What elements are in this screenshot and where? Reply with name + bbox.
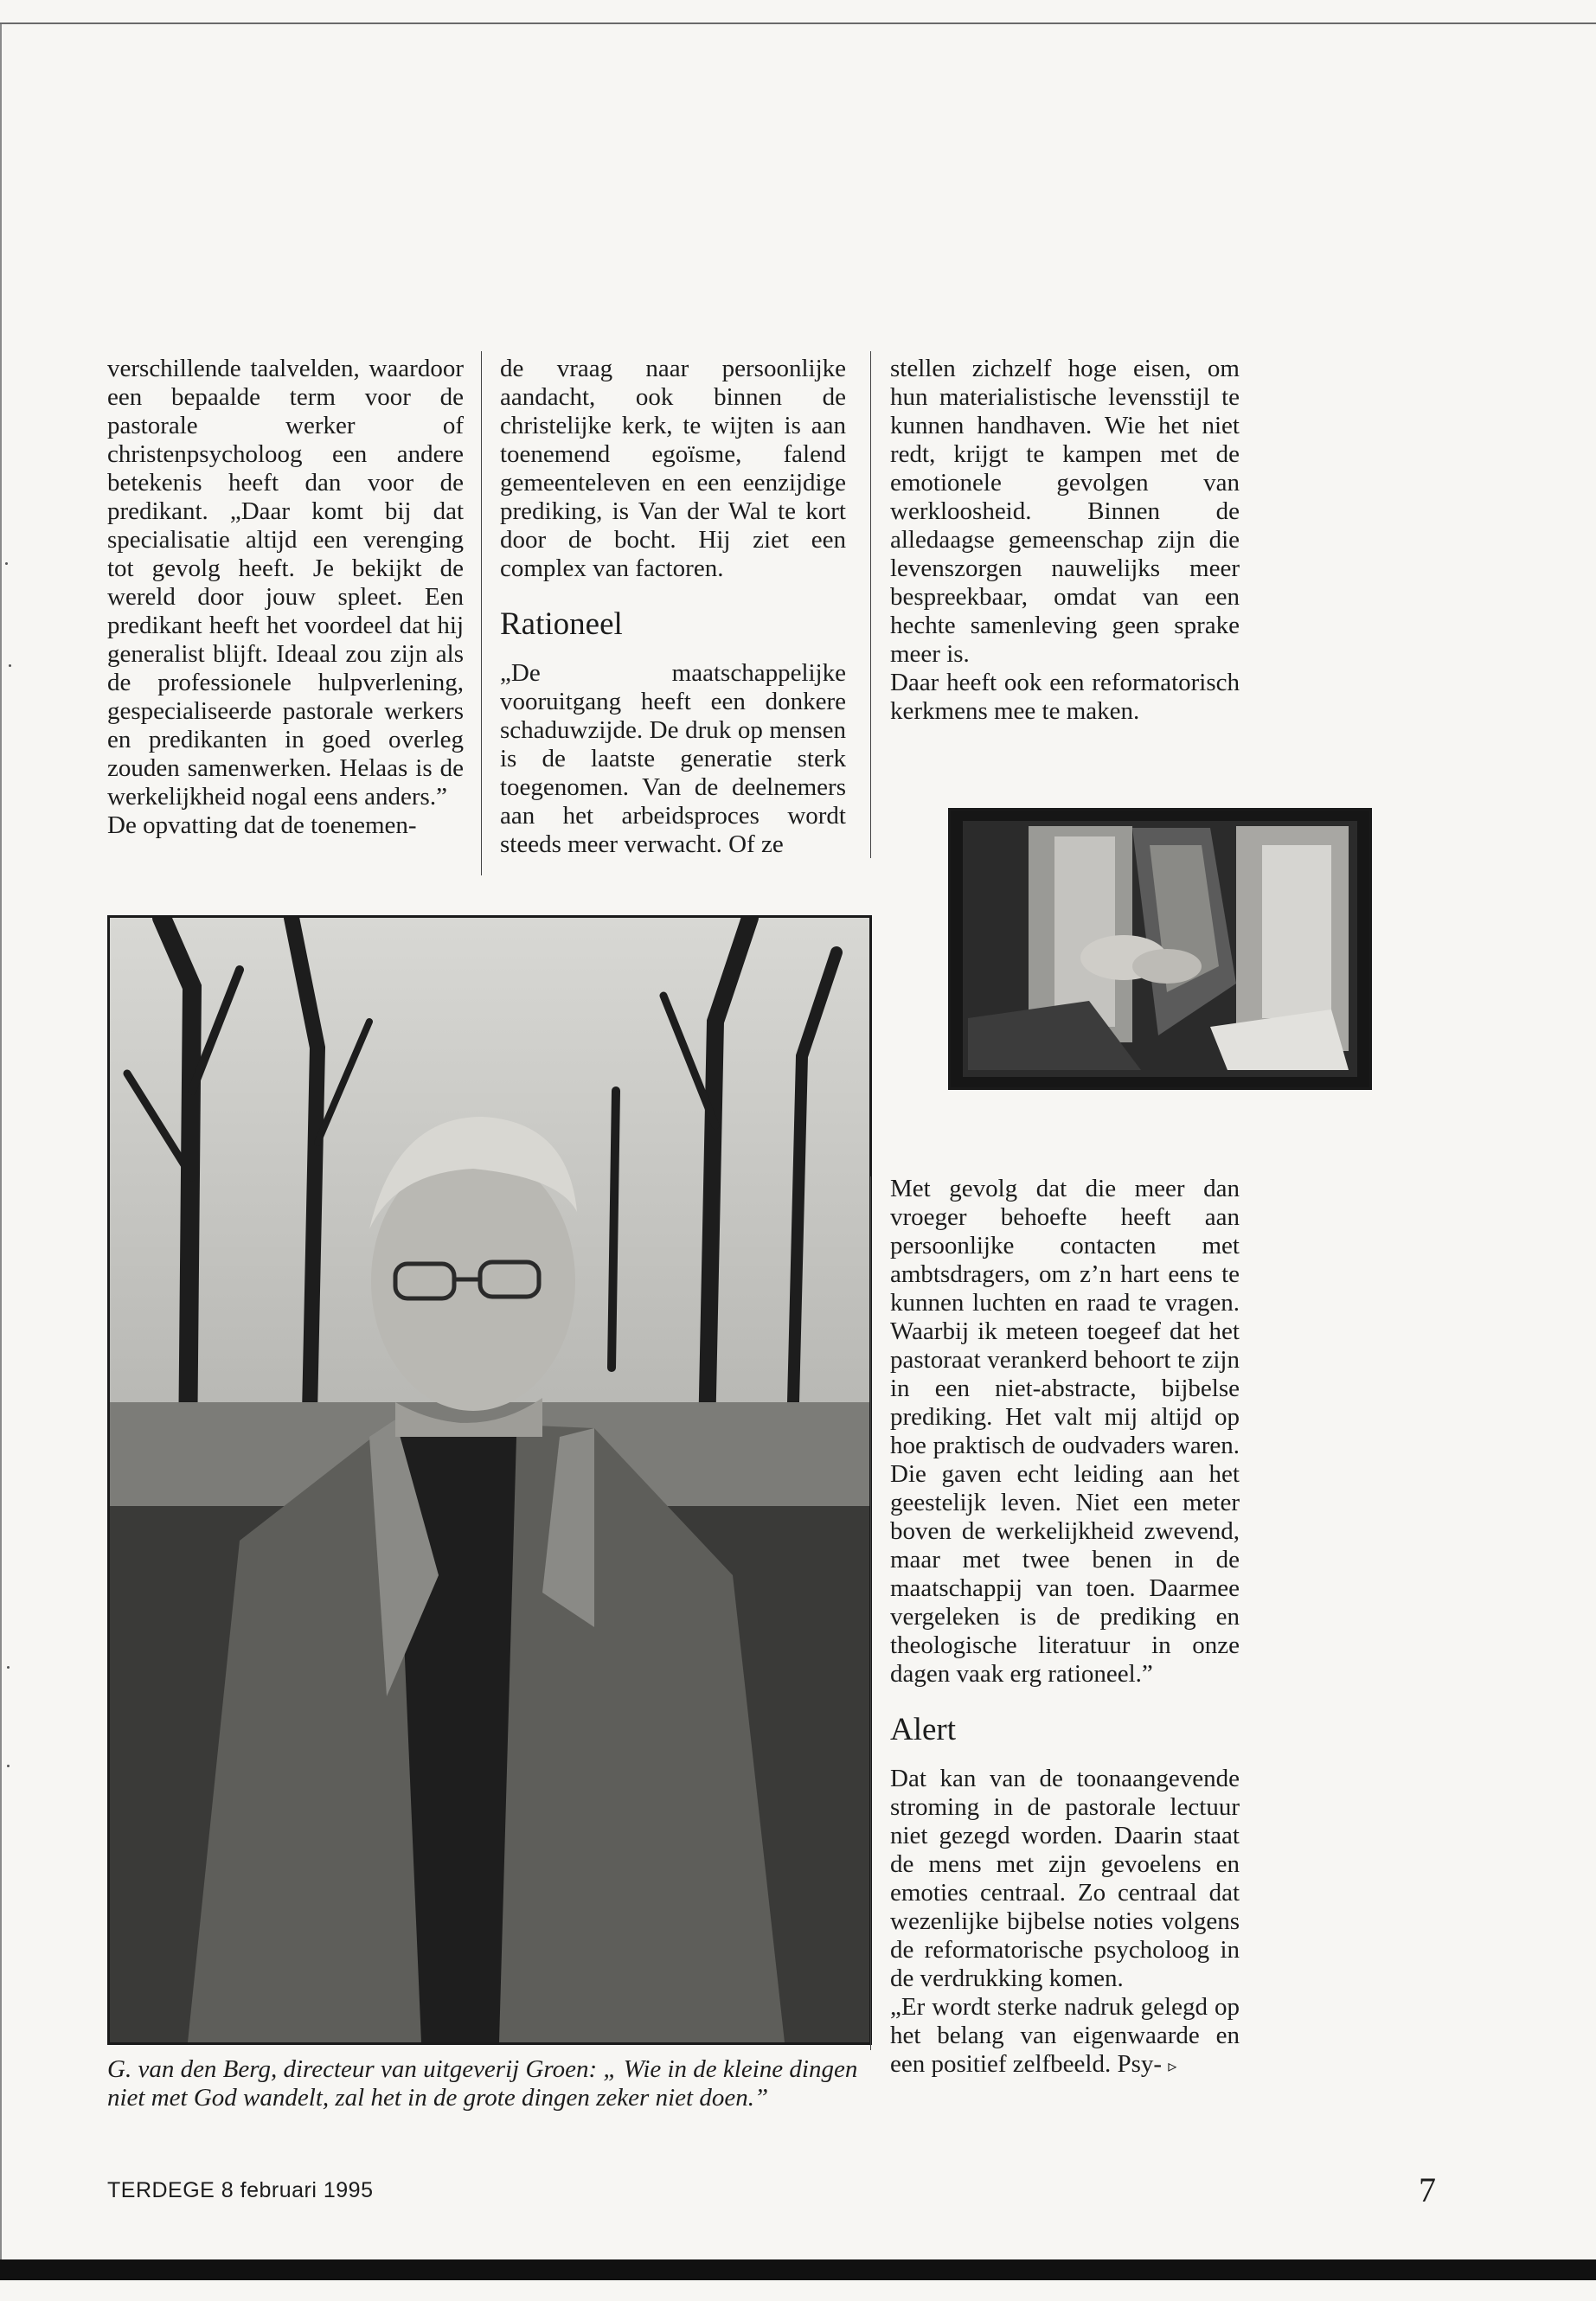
article-column-3-bottom bbox=[890, 1175, 1240, 2080]
top-rule bbox=[0, 22, 1596, 24]
article-column-1 bbox=[107, 355, 464, 840]
photo-portrait bbox=[107, 915, 872, 2045]
left-margin-rule bbox=[0, 24, 2, 2273]
scan-speck bbox=[5, 562, 8, 565]
portrait-image bbox=[110, 918, 869, 2042]
column-separator bbox=[870, 1176, 871, 2050]
article-paragraph: Met gevolg dat die meer dan vroeger behoefte heeft aan persoonlijke contacten met ambtsdragers, om z’n hart eens te kunnen luchten en raad te vragen. Waarbij ik meteen toegeef dat het pastoraat verankerd behoort te zijn in een niet-abstracte, bijbelse prediking. Het valt mij altijd op hoe praktisch de oudvaders waren. Die gaven echt leiding aan het geestelijk leven. Niet een meter boven de werkelijkheid zwevend, maar met twee benen in de maatschappij van toen. Daarmee vergeleken is de prediking en theologische literatuur in onze dagen vaak erg rationeel.” bbox=[890, 1175, 1240, 1688]
column-separator bbox=[870, 351, 871, 858]
article-paragraph bbox=[890, 1993, 1240, 2080]
article-paragraph: de vraag naar persoonlijke aandacht, ook binnen de christelijke kerk, te wijten is aan toenemend egoïsme, falend gemeenteleven en een eenzijdige prediking, is Van der Wal te kort door de bocht. Hij ziet een complex van factoren. bbox=[500, 355, 846, 582]
article-column-3-top bbox=[890, 355, 1240, 726]
continue-arrow-icon: ▹ bbox=[1168, 2055, 1177, 2076]
article-paragraph: verschillende taalvelden, waardoor een bepaalde term voor de pastorale werker of christenpsycholoog een andere betekenis heeft dan voor de predikant. „Daar komt bij dat specialisatie altijd een verenging tot gevolg heeft. Je bekijkt de wereld door jouw spleet. Een predikant heeft het voordeel dat hij generalist blijft. Ideaal zou zijn als de professionele hulpverlening, gespecialiseerde pastorale werkers en predikanten in goed overleg zouden samenwerken. Helaas is de werkelijkheid nogal eens anders.” bbox=[107, 355, 464, 811]
article-paragraph: stellen zichzelf hoge eisen, om hun materialistische levensstijl te kunnen handhaven. Wie het niet redt, krijgt te kampen met de emotionele gevolgen van werkloosheid. Binnen de alledaagse gemeenschap zijn die levenszorgen nauwelijks meer bespreekbaar, omdat van een hechte samenleving geen sprake meer is. bbox=[890, 355, 1240, 668]
photo-caption: G. van den Berg, directeur van uitgeverij Groen: „ Wie in de kleine dingen niet met God wandelt, zal het in de grote dingen zeker niet doen.” bbox=[107, 2055, 858, 2112]
scan-speck bbox=[9, 664, 11, 667]
section-heading-alert: Alert bbox=[890, 1712, 957, 1747]
page-number: 7 bbox=[1419, 2170, 1436, 2209]
footer-publication: TERDEGE 8 februari 1995 bbox=[107, 2178, 374, 2202]
article-paragraph-text: „Er wordt sterke nadruk gelegd op het belang van eigenwaarde en een positief zelfbeeld. Psy- bbox=[890, 1993, 1240, 2078]
article-paragraph: „De maatschappelijke vooruitgang heeft een donkere schaduwzijde. De druk op mensen is de laatste generatie sterk toegenomen. Van de deelnemers aan het arbeidsproces wordt steeds meer verwacht. Of ze bbox=[500, 659, 846, 858]
article-paragraph: Dat kan van de toonaangevende stroming in de pastorale lectuur niet gezegd worden. Daarin staat de mens met zijn gevoelens en emoties centraal. Zo centraal dat wezenlijke bijbelse noties volgens de reformatorische psycholoog in de verdrukking komen. bbox=[890, 1765, 1240, 1992]
article-paragraph: Daar heeft ook een reformatorisch kerkmens mee te maken. bbox=[890, 669, 1240, 725]
article-column-2 bbox=[500, 355, 846, 859]
bottom-bar bbox=[0, 2259, 1596, 2280]
section-heading-rationeel: Rationeel bbox=[500, 606, 623, 642]
column-separator bbox=[481, 351, 482, 875]
photo-hands bbox=[948, 808, 1372, 1090]
photo-hands-image bbox=[951, 811, 1369, 1087]
article-paragraph: De opvatting dat de toenemen- bbox=[107, 811, 417, 839]
scan-speck bbox=[7, 1765, 10, 1767]
scan-speck bbox=[7, 1666, 10, 1669]
